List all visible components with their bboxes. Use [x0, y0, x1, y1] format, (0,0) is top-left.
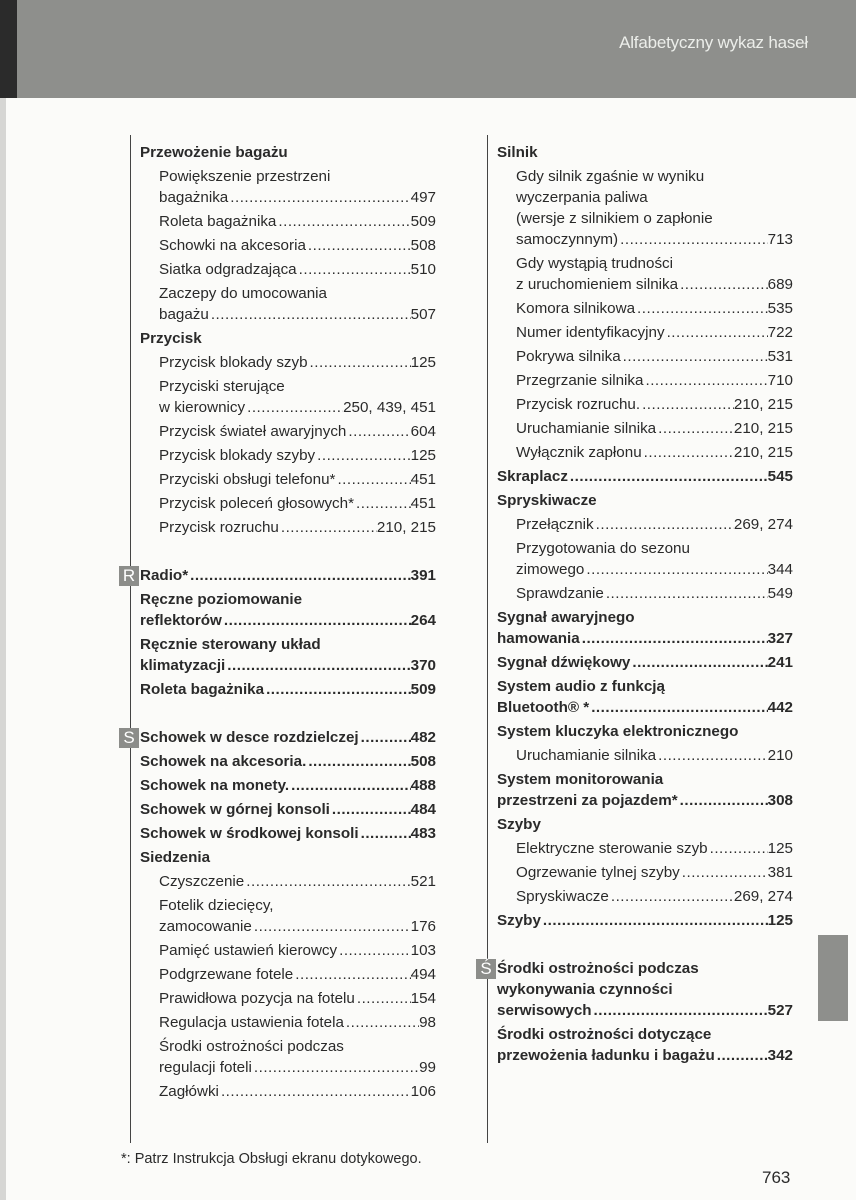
- index-subentry: [140, 940, 436, 961]
- dot-leader: [568, 466, 768, 487]
- entry-text: Szyby: [497, 816, 541, 833]
- dot-leader: [252, 1057, 419, 1078]
- page-ref: 125: [410, 354, 436, 371]
- page-ref: 103: [410, 942, 436, 959]
- index-entry: [497, 721, 793, 742]
- entry-text: Przygotowania do sezonu: [516, 540, 690, 557]
- entry-text: przewożenia ładunku i bagażu: [497, 1047, 715, 1064]
- entry-text: Pamięć ustawień kierowcy: [159, 942, 338, 959]
- entry-text: Gdy silnik zgaśnie w wyniku: [516, 168, 705, 185]
- entry-text: Numer identyfikacyjny: [516, 324, 665, 341]
- page-ref: 451: [410, 471, 436, 488]
- entry-text: Środki ostrożności podczas: [497, 960, 699, 977]
- dot-leader: [306, 751, 410, 772]
- index-subentry: [497, 298, 793, 319]
- dot-leader: [656, 745, 768, 766]
- page-ref: 722: [767, 324, 793, 341]
- index-subentry: [497, 418, 793, 439]
- index-subentry: [497, 253, 793, 295]
- entry-text: serwisowych: [497, 1002, 592, 1019]
- entry-text: Środki ostrożności podczas: [159, 1038, 344, 1055]
- dot-leader: [678, 790, 768, 811]
- page-ref: 604: [410, 423, 436, 440]
- index-entry: [140, 799, 436, 820]
- entry-text: regulacji foteli: [159, 1059, 252, 1076]
- page-ref: 250, 439, 451: [343, 399, 436, 416]
- page-ref: 125: [767, 840, 793, 857]
- page-ref: 494: [410, 966, 436, 983]
- index-entry: [497, 490, 793, 511]
- entry-text: Ręcznie sterowany układ: [140, 636, 321, 653]
- entry-text: System monitorowania: [497, 771, 664, 788]
- index-subentry: [497, 838, 793, 859]
- index-subentry: [140, 166, 436, 208]
- entry-text: Uruchamianie silnika: [516, 747, 657, 764]
- entry-text: Przycisk rozruchu: [159, 519, 279, 536]
- index-subentry: [497, 394, 793, 415]
- entry-text: System audio z funkcją: [497, 678, 665, 695]
- index-column-right: [480, 142, 793, 1069]
- dot-leader: [630, 652, 767, 673]
- dot-leader: [635, 298, 768, 319]
- page-ref: 210, 215: [733, 420, 793, 437]
- letter-badge: S: [119, 728, 139, 748]
- dot-leader: [344, 1012, 419, 1033]
- dot-leader: [643, 370, 767, 391]
- page-ref: 106: [410, 1083, 436, 1100]
- page-ref: 308: [767, 792, 793, 809]
- entry-text: Silnik: [497, 144, 538, 161]
- entry-text: Schowek na monety.: [140, 777, 290, 794]
- entry-text: Przewożenie bagażu: [140, 144, 288, 161]
- index-entry: [497, 676, 793, 718]
- entry-text: samoczynnym): [516, 231, 619, 248]
- entry-text: Schowek w środkowej konsoli: [140, 825, 359, 842]
- letter-badge: R: [119, 566, 139, 586]
- index-entry: [122, 565, 436, 586]
- index-column-left: [122, 142, 436, 1105]
- page-ref: 210, 215: [376, 519, 436, 536]
- dot-leader: [209, 304, 411, 325]
- entry-text: Komora silnikowa: [516, 300, 636, 317]
- page-ref: 508: [410, 237, 436, 254]
- index-subentry: [140, 283, 436, 325]
- index-entry: [140, 634, 436, 676]
- dot-leader: [289, 775, 411, 796]
- entry-text: Środki ostrożności dotyczące: [497, 1026, 712, 1043]
- dot-leader: [222, 610, 411, 631]
- index-subentry: [140, 493, 436, 514]
- index-entry: [480, 958, 793, 1021]
- entry-text: Schowek w górnej konsoli: [140, 801, 330, 818]
- page-ref: 381: [767, 864, 793, 881]
- index-entry: [497, 466, 793, 487]
- footnote: *: Patrz Instrukcja Obsługi ekranu dotykowego.: [121, 1151, 422, 1167]
- page-ref: 269, 274: [733, 516, 793, 533]
- page-number: 763: [762, 1168, 791, 1187]
- index-subentry: [497, 583, 793, 604]
- entry-text: Schowek w desce rozdzielczej: [140, 729, 359, 746]
- entry-text: Przycisk blokady szyb: [159, 354, 308, 371]
- entry-text: Siedzenia: [140, 849, 211, 866]
- page-ref: 484: [410, 801, 436, 818]
- dot-leader: [355, 988, 411, 1009]
- entry-text: Szyby: [497, 912, 541, 929]
- entry-text: Czyszczenie: [159, 873, 245, 890]
- index-subentry: [140, 259, 436, 280]
- page-ref: 391: [410, 567, 436, 584]
- page-ref: 125: [410, 447, 436, 464]
- page-ref: 510: [410, 261, 436, 278]
- dot-leader: [225, 655, 410, 676]
- dot-leader: [708, 838, 768, 859]
- index-subentry: [140, 211, 436, 232]
- entry-text: Sygnał awaryjnego: [497, 609, 635, 626]
- dot-leader: [252, 916, 411, 937]
- dot-leader: [330, 799, 411, 820]
- page-ref: 210: [767, 747, 793, 764]
- page-ref: 545: [767, 468, 793, 485]
- entry-text: Fotelik dziecięcy,: [159, 897, 274, 914]
- index-entry: [140, 847, 436, 868]
- dot-leader: [359, 727, 411, 748]
- index-entry: [497, 769, 793, 811]
- index-entry: [497, 142, 793, 163]
- dot-leader: [276, 211, 410, 232]
- left-column-rule: [130, 135, 131, 1143]
- dot-leader: [592, 1000, 768, 1021]
- page-ref: 497: [410, 189, 436, 206]
- entry-text: Przycisk rozruchu.: [516, 396, 641, 413]
- index-entry: [497, 607, 793, 649]
- page-ref: 327: [767, 630, 793, 647]
- entry-text: Przycisk świateł awaryjnych: [159, 423, 347, 440]
- entry-text: Roleta bagażnika: [140, 681, 265, 698]
- page-ref: 549: [767, 585, 793, 602]
- index-subentry: [140, 1012, 436, 1033]
- index-entry: [123, 727, 436, 748]
- dot-leader: [680, 862, 768, 883]
- index-entry: [140, 328, 436, 349]
- entry-text: Przycisk poleceń głosowych*: [159, 495, 354, 512]
- entry-text: Sygnał dźwiękowy: [497, 654, 631, 671]
- entry-text: Podgrzewane fotele: [159, 966, 294, 983]
- page-ref: 125: [767, 912, 793, 929]
- dot-leader: [665, 322, 768, 343]
- index-subentry: [497, 166, 793, 250]
- dot-leader: [279, 517, 377, 538]
- right-column-rule: [487, 135, 488, 1143]
- entry-text: Schowki na akcesoria: [159, 237, 306, 254]
- entry-text: Ręczne poziomowanie: [140, 591, 303, 608]
- index-subentry: [140, 1036, 436, 1078]
- dot-leader: [346, 421, 410, 442]
- page-ref: 521: [410, 873, 436, 890]
- index-entry: [140, 823, 436, 844]
- entry-text: wyczerpania paliwa: [516, 189, 648, 206]
- dot-leader: [715, 1045, 768, 1066]
- dot-leader: [308, 352, 411, 373]
- page-ref: 535: [767, 300, 793, 317]
- page-ref: 509: [410, 213, 436, 230]
- page-ref: 527: [767, 1002, 793, 1019]
- index-entry: [497, 1024, 793, 1066]
- index-subentry: [497, 886, 793, 907]
- entry-text: bagażu: [159, 306, 209, 323]
- dot-leader: [245, 397, 343, 418]
- index-entry: [140, 589, 436, 631]
- entry-text: zamocowanie: [159, 918, 252, 935]
- entry-text: reflektorów: [140, 612, 222, 629]
- dot-leader: [315, 445, 411, 466]
- entry-text: Radio*: [140, 567, 189, 584]
- entry-text: Bluetooth® *: [497, 699, 590, 716]
- index-subentry: [140, 235, 436, 256]
- dot-leader: [337, 940, 411, 961]
- index-subentry: [497, 538, 793, 580]
- entry-text: Ogrzewanie tylnej szyby: [516, 864, 680, 881]
- page-ref: 342: [767, 1047, 793, 1064]
- entry-text: Wyłącznik zapłonu: [516, 444, 642, 461]
- entry-text: Regulacja ustawienia fotela: [159, 1014, 344, 1031]
- entry-text: Prawidłowa pozycja na fotelu: [159, 990, 355, 1007]
- dot-leader: [228, 187, 410, 208]
- index-subentry: [497, 370, 793, 391]
- index-subentry: [497, 862, 793, 883]
- dot-leader: [541, 910, 768, 931]
- entry-text: Roleta bagażnika: [159, 213, 277, 230]
- entry-text: przestrzeni za pojazdem*: [497, 792, 678, 809]
- dot-leader: [293, 964, 410, 985]
- page-ref: 176: [410, 918, 436, 935]
- page-ref: 344: [767, 561, 793, 578]
- index-subentry: [140, 517, 436, 538]
- index-subentry: [140, 469, 436, 490]
- index-subentry: [140, 376, 436, 418]
- entry-text: (wersje z silnikiem o zapłonie: [516, 210, 713, 227]
- page-ref: 241: [767, 654, 793, 671]
- entry-text: Elektryczne sterowanie szyb: [516, 840, 708, 857]
- entry-text: Przełącznik: [516, 516, 594, 533]
- page-ref: 482: [410, 729, 436, 746]
- page-ref: 370: [410, 657, 436, 674]
- index-subentry: [140, 895, 436, 937]
- index-subentry: [497, 322, 793, 343]
- entry-text: Powiększenie przestrzeni: [159, 168, 331, 185]
- entry-text: System kluczyka elektronicznego: [497, 723, 739, 740]
- letter-badge: Ś: [476, 959, 496, 979]
- entry-text: Uruchamianie silnika: [516, 420, 657, 437]
- entry-text: Skraplacz: [497, 468, 568, 485]
- dot-leader: [594, 514, 734, 535]
- index-subentry: [140, 421, 436, 442]
- dot-leader: [640, 394, 734, 415]
- entry-text: w kierownicy: [159, 399, 246, 416]
- entry-text: Przycisk: [140, 330, 202, 347]
- page-ref: 509: [410, 681, 436, 698]
- section-title: Alfabetyczny wykaz haseł: [619, 33, 808, 52]
- page-ref: 98: [419, 1014, 436, 1031]
- page-ref: 264: [410, 612, 436, 629]
- entry-text: Gdy wystąpią trudności: [516, 255, 674, 272]
- entry-text: Przyciski obsługi telefonu*: [159, 471, 336, 488]
- dot-leader: [589, 697, 767, 718]
- entry-text: Schowek na akcesoria.: [140, 753, 307, 770]
- dot-leader: [306, 235, 411, 256]
- page-ref: 713: [767, 231, 793, 248]
- index-entry: [497, 652, 793, 673]
- page-edge: [0, 98, 6, 1200]
- entry-text: hamowania: [497, 630, 580, 647]
- page-ref: 483: [410, 825, 436, 842]
- header-binding-edge: [0, 0, 17, 98]
- page-ref: 210, 215: [733, 396, 793, 413]
- entry-text: bagażnika: [159, 189, 229, 206]
- page-ref: 269, 274: [733, 888, 793, 905]
- index-subentry: [497, 745, 793, 766]
- page-ref: 99: [419, 1059, 436, 1076]
- dot-leader: [219, 1081, 411, 1102]
- index-entry: [140, 775, 436, 796]
- index-entry: [140, 751, 436, 772]
- index-subentry: [497, 442, 793, 463]
- index-subentry: [497, 514, 793, 535]
- entry-text: Pokrywa silnika: [516, 348, 621, 365]
- dot-leader: [678, 274, 768, 295]
- dot-leader: [297, 259, 411, 280]
- index-subentry: [140, 964, 436, 985]
- entry-text: zimowego: [516, 561, 585, 578]
- dot-leader: [609, 886, 734, 907]
- dot-leader: [656, 418, 734, 439]
- dot-leader: [621, 346, 768, 367]
- dot-leader: [359, 823, 411, 844]
- page-ref: 488: [410, 777, 436, 794]
- dot-leader: [580, 628, 768, 649]
- page-ref: 508: [410, 753, 436, 770]
- index-subentry: [140, 988, 436, 1009]
- entry-text: Sprawdzanie: [516, 585, 604, 602]
- entry-text: Przegrzanie silnika: [516, 372, 644, 389]
- index-entry: [140, 679, 436, 700]
- dot-leader: [604, 583, 768, 604]
- page-ref: 710: [767, 372, 793, 389]
- page-ref: 689: [767, 276, 793, 293]
- dot-leader: [584, 559, 767, 580]
- dot-leader: [335, 469, 410, 490]
- index-subentry: [140, 352, 436, 373]
- entry-text: Przycisk blokady szyby: [159, 447, 316, 464]
- dot-leader: [188, 565, 411, 586]
- page-ref: 442: [767, 699, 793, 716]
- entry-text: Siatka odgradzająca: [159, 261, 297, 278]
- page-ref: 507: [410, 306, 436, 323]
- page-ref: 154: [410, 990, 436, 1007]
- page-ref: 210, 215: [733, 444, 793, 461]
- index-subentry: [140, 445, 436, 466]
- index-entry: [497, 910, 793, 931]
- entry-text: Przyciski sterujące: [159, 378, 285, 395]
- entry-text: Zaczepy do umocowania: [159, 285, 327, 302]
- entry-text: Spryskiwacze: [497, 492, 597, 509]
- index-subentry: [497, 346, 793, 367]
- dot-leader: [642, 442, 734, 463]
- thumb-index-tab: [818, 935, 848, 1021]
- entry-text: Zagłówki: [159, 1083, 219, 1100]
- dot-leader: [244, 871, 410, 892]
- entry-text: wykonywania czynności: [497, 981, 673, 998]
- page-ref: 451: [410, 495, 436, 512]
- index-subentry: [140, 1081, 436, 1102]
- dot-leader: [264, 679, 411, 700]
- index-entry: [497, 814, 793, 835]
- dot-leader: [354, 493, 411, 514]
- entry-text: z uruchomieniem silnika: [516, 276, 679, 293]
- page-ref: 531: [767, 348, 793, 365]
- index-subentry: [140, 871, 436, 892]
- dot-leader: [618, 229, 768, 250]
- entry-text: klimatyzacji: [140, 657, 226, 674]
- page-header: [0, 0, 856, 98]
- index-entry: [140, 142, 436, 163]
- entry-text: Spryskiwacze: [516, 888, 609, 905]
